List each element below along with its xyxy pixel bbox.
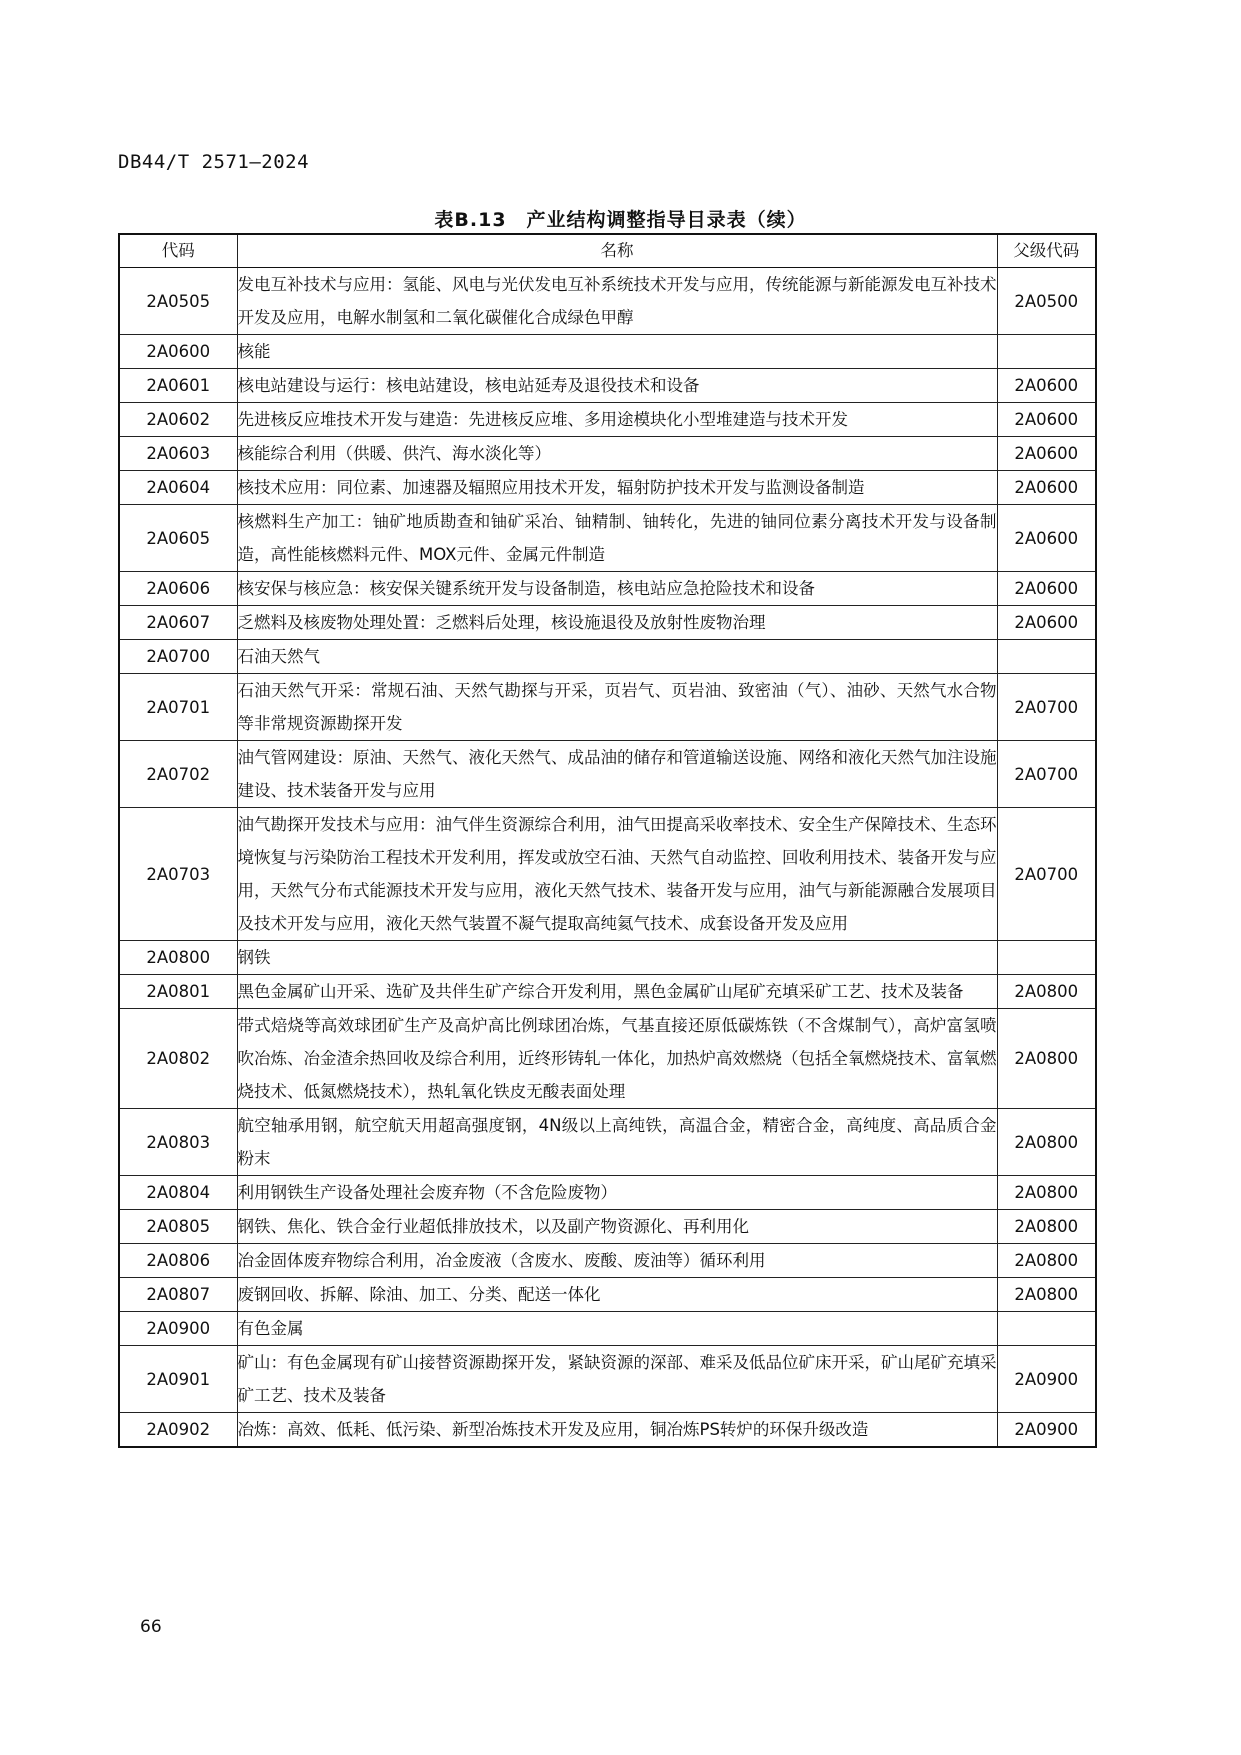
name-cell: 利用钢铁生产设备处理社会废弃物（不含危险废物）: [237, 1176, 997, 1210]
table-row: [119, 471, 1096, 505]
table-row: [119, 335, 1096, 369]
parent-code-cell: 2A0600: [997, 572, 1096, 606]
code-cell: 2A0901: [119, 1346, 237, 1413]
document-id: DB44/T 2571—2024: [118, 151, 310, 173]
table-row: [119, 1244, 1096, 1278]
code-cell: 2A0601: [119, 369, 237, 403]
code-cell: 2A0803: [119, 1109, 237, 1176]
parent-code-cell: 2A0800: [997, 1210, 1096, 1244]
table-row: [119, 1413, 1096, 1448]
name-cell: 核安保与核应急：核安保关键系统开发与设备制造，核电站应急抢险技术和设备: [237, 572, 997, 606]
table-row: [119, 1176, 1096, 1210]
code-cell: 2A0805: [119, 1210, 237, 1244]
table-title: 表B.13 产业结构调整指导目录表（续）: [434, 209, 807, 231]
name-cell: 石油天然气: [237, 640, 997, 674]
table-row: [119, 1109, 1096, 1176]
code-cell: 2A0605: [119, 505, 237, 572]
table-row: [119, 437, 1096, 471]
parent-code-cell: [997, 941, 1096, 975]
code-cell: 2A0800: [119, 941, 237, 975]
parent-code-cell: 2A0600: [997, 606, 1096, 640]
parent-code-cell: 2A0800: [997, 1009, 1096, 1109]
name-cell: 油气管网建设：原油、天然气、液化天然气、成品油的储存和管道输送设施、网络和液化天然气加注设施建设、技术装备开发与应用: [237, 741, 997, 808]
table-row: [119, 975, 1096, 1009]
code-cell: 2A0703: [119, 808, 237, 941]
table-row: [119, 505, 1096, 572]
column-header-name: 名称: [237, 234, 997, 268]
code-cell: 2A0902: [119, 1413, 237, 1448]
name-cell: 航空轴承用钢，航空航天用超高强度钢，4N级以上高纯铁，高温合金，精密合金，高纯度、高品质合金粉末: [237, 1109, 997, 1176]
parent-code-cell: 2A0600: [997, 505, 1096, 572]
parent-code-cell: [997, 335, 1096, 369]
parent-code-cell: 2A0800: [997, 975, 1096, 1009]
code-cell: 2A0807: [119, 1278, 237, 1312]
parent-code-cell: 2A0700: [997, 741, 1096, 808]
parent-code-cell: [997, 640, 1096, 674]
name-cell: 核电站建设与运行：核电站建设，核电站延寿及退役技术和设备: [237, 369, 997, 403]
table-row: [119, 1210, 1096, 1244]
table-row: [119, 808, 1096, 941]
table-row: [119, 369, 1096, 403]
table-row: [119, 1278, 1096, 1312]
table-row: [119, 572, 1096, 606]
code-cell: 2A0603: [119, 437, 237, 471]
name-cell: 带式焙烧等高效球团矿生产及高炉高比例球团冶炼，气基直接还原低碳炼铁（不含煤制气），高炉富氢喷吹冶炼、冶金渣余热回收及综合利用，近终形铸轧一体化，加热炉高效燃烧（包括全氧燃烧技术、富氧燃烧技术、低氮燃烧技术），热轧氧化铁皮无酸表面处理: [237, 1009, 997, 1109]
column-header-parent-code: 父级代码: [997, 234, 1096, 268]
parent-code-cell: 2A0500: [997, 268, 1096, 335]
parent-code-cell: 2A0700: [997, 808, 1096, 941]
table-row: [119, 1312, 1096, 1346]
table-row: [119, 1346, 1096, 1413]
parent-code-cell: [997, 1312, 1096, 1346]
parent-code-cell: 2A0600: [997, 369, 1096, 403]
code-cell: 2A0900: [119, 1312, 237, 1346]
name-cell: 油气勘探开发技术与应用：油气伴生资源综合利用，油气田提高采收率技术、安全生产保障技术、生态环境恢复与污染防治工程技术开发利用，挥发或放空石油、天然气自动监控、回收利用技术、装备开发与应用，天然气分布式能源技术开发与应用，液化天然气技术、装备开发与应用，油气与新能源融合发展项目及技术开发与应用，液化天然气装置不凝气提取高纯氦气技术、成套设备开发及应用: [237, 808, 997, 941]
code-cell: 2A0600: [119, 335, 237, 369]
parent-code-cell: 2A0600: [997, 471, 1096, 505]
table-row: [119, 403, 1096, 437]
name-cell: 核燃料生产加工：铀矿地质勘查和铀矿采冶、铀精制、铀转化，先进的铀同位素分离技术开发与设备制造，高性能核燃料元件、MOX元件、金属元件制造: [237, 505, 997, 572]
parent-code-cell: 2A0800: [997, 1176, 1096, 1210]
code-cell: 2A0606: [119, 572, 237, 606]
code-cell: 2A0505: [119, 268, 237, 335]
code-cell: 2A0804: [119, 1176, 237, 1210]
name-cell: 有色金属: [237, 1312, 997, 1346]
name-cell: 石油天然气开采：常规石油、天然气勘探与开采，页岩气、页岩油、致密油（气）、油砂、天然气水合物等非常规资源勘探开发: [237, 674, 997, 741]
name-cell: 发电互补技术与应用：氢能、风电与光伏发电互补系统技术开发与应用，传统能源与新能源发电互补技术开发及应用，电解水制氢和二氧化碳催化合成绿色甲醇: [237, 268, 997, 335]
name-cell: 核能综合利用（供暖、供汽、海水淡化等）: [237, 437, 997, 471]
parent-code-cell: 2A0700: [997, 674, 1096, 741]
code-cell: 2A0701: [119, 674, 237, 741]
name-cell: 冶炼：高效、低耗、低污染、新型冶炼技术开发及应用，铜冶炼PS转炉的环保升级改造: [237, 1413, 997, 1448]
code-cell: 2A0802: [119, 1009, 237, 1109]
parent-code-cell: 2A0600: [997, 437, 1096, 471]
table-row: [119, 941, 1096, 975]
table-body: [119, 268, 1096, 1448]
table-row: [119, 674, 1096, 741]
page-number: 66: [140, 1617, 162, 1637]
table-row: [119, 640, 1096, 674]
name-cell: 先进核反应堆技术开发与建造：先进核反应堆、多用途模块化小型堆建造与技术开发: [237, 403, 997, 437]
parent-code-cell: 2A0800: [997, 1109, 1096, 1176]
name-cell: 钢铁、焦化、铁合金行业超低排放技术，以及副产物资源化、再利用化: [237, 1210, 997, 1244]
column-header-code: 代码: [119, 234, 237, 268]
name-cell: 核能: [237, 335, 997, 369]
name-cell: 乏燃料及核废物处理处置：乏燃料后处理，核设施退役及放射性废物治理: [237, 606, 997, 640]
parent-code-cell: 2A0800: [997, 1244, 1096, 1278]
name-cell: 钢铁: [237, 941, 997, 975]
code-cell: 2A0700: [119, 640, 237, 674]
name-cell: 矿山：有色金属现有矿山接替资源勘探开发，紧缺资源的深部、难采及低品位矿床开采，矿山尾矿充填采矿工艺、技术及装备: [237, 1346, 997, 1413]
code-cell: 2A0602: [119, 403, 237, 437]
name-cell: 黑色金属矿山开采、选矿及共伴生矿产综合开发利用，黑色金属矿山尾矿充填采矿工艺、技术及装备: [237, 975, 997, 1009]
industry-catalog-table: [118, 233, 1097, 1448]
code-cell: 2A0806: [119, 1244, 237, 1278]
parent-code-cell: 2A0900: [997, 1413, 1096, 1448]
code-cell: 2A0607: [119, 606, 237, 640]
table-row: [119, 606, 1096, 640]
table-row: [119, 1009, 1096, 1109]
parent-code-cell: 2A0600: [997, 403, 1096, 437]
code-cell: 2A0801: [119, 975, 237, 1009]
name-cell: 冶金固体废弃物综合利用，冶金废液（含废水、废酸、废油等）循环利用: [237, 1244, 997, 1278]
table-row: [119, 741, 1096, 808]
name-cell: 废钢回收、拆解、除油、加工、分类、配送一体化: [237, 1278, 997, 1312]
name-cell: 核技术应用：同位素、加速器及辐照应用技术开发，辐射防护技术开发与监测设备制造: [237, 471, 997, 505]
code-cell: 2A0702: [119, 741, 237, 808]
table-header-row: [119, 234, 1096, 268]
parent-code-cell: 2A0900: [997, 1346, 1096, 1413]
parent-code-cell: 2A0800: [997, 1278, 1096, 1312]
code-cell: 2A0604: [119, 471, 237, 505]
table-row: [119, 268, 1096, 335]
